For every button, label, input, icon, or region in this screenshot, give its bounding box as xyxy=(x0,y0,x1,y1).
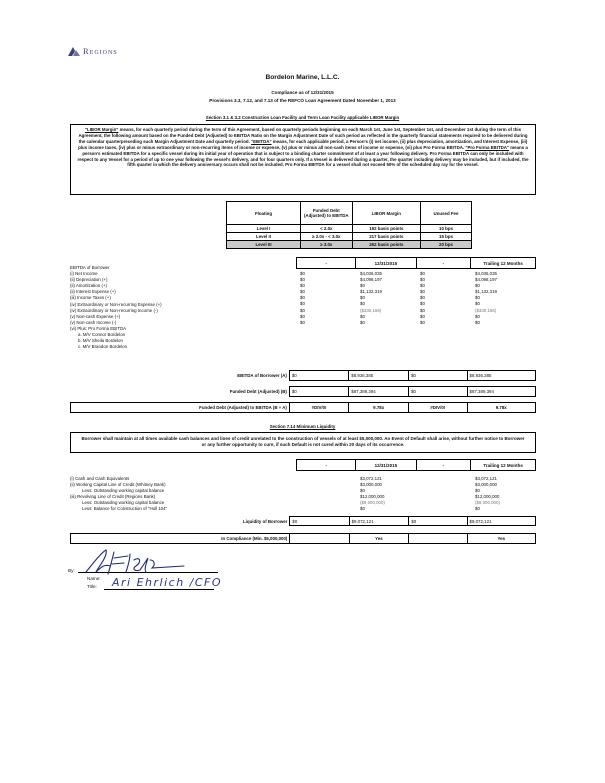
level-cell: Level II xyxy=(227,233,301,241)
row-label: (ii) Interest Expense (+) xyxy=(70,289,116,295)
cell: $0 xyxy=(300,289,305,295)
cell: $0 xyxy=(420,301,425,307)
cell: $0 xyxy=(360,319,365,325)
liquidity-col-2 xyxy=(360,476,416,513)
cell: $0 xyxy=(300,283,305,289)
margin-table xyxy=(226,201,472,249)
cell xyxy=(409,534,467,544)
cell: Yes xyxy=(467,534,535,544)
hdr-funded-debt: Funded Debt (Adjusted) to EBITDA xyxy=(300,202,352,225)
table-row xyxy=(71,403,536,413)
cell: $9,072,121 xyxy=(349,517,409,526)
handwritten-signature xyxy=(84,548,204,576)
cell: $0 xyxy=(420,295,425,301)
margin-cell: 262 basis points xyxy=(352,241,420,249)
col-hdr: - xyxy=(416,258,470,269)
row-label: (i) Net Income xyxy=(70,271,98,277)
hdr-libor-margin: LIBOR Margin xyxy=(352,202,420,225)
ebitda-col-headers xyxy=(296,257,536,269)
ebitda-col-2 xyxy=(360,271,416,326)
ratio-cell: ≥ 2.0x - < 3.0x xyxy=(300,233,352,241)
cell: $0 xyxy=(360,283,365,289)
cell: $0 xyxy=(300,277,305,283)
cell: Yes xyxy=(349,534,409,544)
col-hdr: - xyxy=(416,460,470,471)
title-underline xyxy=(104,589,214,590)
cell: $0 xyxy=(360,506,365,512)
logo-text: Regions xyxy=(83,46,118,56)
ebitda-labels xyxy=(70,265,290,350)
row-label: (iii) Revolving Line of Credit (Regions Bank) xyxy=(70,494,156,500)
provisions-line: Provisions 3.3, 7.12, and 7.13 of the REFCO Loan Agreement Dated November 1, 2013 xyxy=(209,98,396,103)
fee-cell: 15 bps xyxy=(421,233,472,241)
liquidity-totals xyxy=(70,516,536,544)
hdr-floating: Floating xyxy=(227,202,301,225)
row-label: (ii) Working Capital Line of Credit (Whitney Bank) xyxy=(70,482,166,488)
cell: $0 xyxy=(475,506,480,512)
ratio-cell: ≥ 3.0x xyxy=(300,241,352,249)
cell: $0 xyxy=(475,301,480,307)
table-row xyxy=(71,371,536,381)
cell: $0 xyxy=(300,307,305,313)
ebitda-col-3 xyxy=(420,271,470,326)
col-hdr: Trailing 12 Months xyxy=(471,258,536,269)
hdr-unused-fee: Unused Fee xyxy=(421,202,472,225)
cell: $0 xyxy=(420,277,425,283)
cell xyxy=(290,534,349,544)
cell: $9,072,121 xyxy=(467,517,535,526)
row-label: (ii) Amortization (+) xyxy=(70,283,107,289)
ratio-label: Funded Debt (Adjusted) to EBITDA (B ÷ A) xyxy=(71,403,290,413)
libor-margin-term: "LIBOR Margin" xyxy=(84,127,119,132)
section1-title: Section 3.1 & 3.2 Construction Loan Facility and Term Loan Facility applicable LIBOR Margin xyxy=(205,115,400,120)
row-label: (iv) Extraordinary or Non-recurring Income (-) xyxy=(70,307,158,313)
cell: $0 xyxy=(300,295,305,301)
cell: $0 xyxy=(420,313,425,319)
row-label: (ii) Depreciation (+) xyxy=(70,277,108,283)
regions-triangle-icon xyxy=(68,47,80,56)
cell: $4,098,197 xyxy=(475,277,497,283)
cell: ($9,000,000) xyxy=(360,500,385,506)
name-label: Name: xyxy=(87,576,101,581)
cell: ($9,000,000) xyxy=(475,500,500,506)
row-label: (v) Non-cash Income (-) xyxy=(70,319,117,325)
cell: $0 xyxy=(300,319,305,325)
cell: $0 xyxy=(409,387,467,397)
cell: $1,132,319 xyxy=(475,289,497,295)
cell: $12,000,000 xyxy=(475,494,500,500)
cell: $0 xyxy=(360,301,365,307)
cell: $3,072,121 xyxy=(475,476,497,481)
title-value: Ari Ehrlich /CFO xyxy=(112,576,223,589)
ebitda-col-4 xyxy=(475,271,535,326)
cell: $0 xyxy=(420,289,425,295)
cell: $12,000,000 xyxy=(360,494,385,500)
cell: $0 xyxy=(475,283,480,289)
title-label: Title: xyxy=(87,584,97,589)
table-row xyxy=(71,534,536,544)
cell: #DIV/0! xyxy=(409,403,467,413)
libor-margin-text: means, for each quarterly period during the term of this Agreement, based on quarterly periods beginning on each March 1st, June 1st, September 1st, and December 1st during the term of this Agreement, the following amount based on the Funded Debt (Adjusted) to EBITDA Ratio on the Margin Adjustment Date of such period as reflected in the quarterly financial statements required to be delivered during the calendar quarterpreceding such Margin Adjustment Date and quarterly period. xyxy=(78,127,528,144)
cell: ($330,166) xyxy=(475,307,497,313)
ebitda-title: EBITDA of Borrower xyxy=(70,265,110,270)
proforma-item: b. M/V Sheila Bordelon xyxy=(78,338,123,344)
table-row xyxy=(227,233,472,241)
cell: $4,036,035 xyxy=(360,271,382,276)
table-row-highlighted xyxy=(227,241,472,249)
proforma-text: means a person's estimated EBITDA for a specific vessel during its initial year of operation that is subject to a binding charter commitment of at least a year following delivery. Pro Forma EBITDA can only be included with respect to any Vessel for a period of up to one year following the vessel's delivery, and for four quarters only. If a Vessel is delivered during a quarter, the quarter including delivery may be included, but if included, the fifth quarter in which the delivery anniversary occurs shall not be included. Pro Forma EBITDA for a vessel shall not exceed 50% of the scheduled day ray for the vessel. xyxy=(77,144,529,168)
fee-cell: 10 bps xyxy=(421,225,472,233)
cell: #DIV/0! xyxy=(289,403,348,413)
row-label: Less: Outstanding working capital balance xyxy=(82,488,165,494)
table-row xyxy=(71,387,536,397)
cell: $0 xyxy=(475,319,480,325)
cell: $4,098,197 xyxy=(360,277,382,283)
ratio-cell: < 2.0x xyxy=(300,225,352,233)
col-hdr: 12/31/2015 xyxy=(356,258,417,269)
cell: $0 xyxy=(300,301,305,307)
compliance-date: Compliance as of 12/31/2015 xyxy=(271,90,334,95)
margin-cell: 192 basis points xyxy=(352,225,420,233)
cell: $0 xyxy=(409,371,467,381)
company-name: Bordelon Marine, L.L.C. xyxy=(265,74,340,81)
col-hdr: 12/31/2015 xyxy=(356,460,417,471)
cell: $3,072,121 xyxy=(360,476,382,481)
cell: $3,000,000 xyxy=(475,482,497,488)
cell: $87,389,394 xyxy=(467,387,535,397)
cell: $8,936,385 xyxy=(349,371,409,381)
proforma-item: c. M/V Brandon Bordelon xyxy=(78,344,128,350)
cell: $0 xyxy=(300,313,305,319)
table-row xyxy=(227,225,472,233)
row-label: (iii) Income Taxes (+) xyxy=(70,295,111,301)
cell: $8,936,385 xyxy=(467,371,535,381)
cell: $0 xyxy=(290,517,349,526)
proforma-term: "Pro Forma EBITDA" xyxy=(465,144,510,150)
cell: 9.78x xyxy=(349,403,409,413)
liquidity-labels xyxy=(70,476,290,513)
ebitda-totals xyxy=(70,370,536,413)
cell: $0 xyxy=(420,271,425,276)
col-hdr: - xyxy=(297,460,356,471)
liquidity-label: Liquidity of Borrower xyxy=(243,518,288,524)
cell: $0 xyxy=(409,517,467,526)
cell: $0 xyxy=(475,488,480,494)
cell: $0 xyxy=(475,295,480,301)
cell: $0 xyxy=(420,283,425,289)
liquidity-definition: Borrower shall maintain at all times available cash balances and lines of credit unrelated to the construction of vessels of at least $5,000,000. An Event of Default shall arise, without further notice to Borrower or any further opportunity to cure, if such Default is not cured within 20 days of its occurrence. xyxy=(70,432,536,453)
cell: 9.78x xyxy=(467,403,535,413)
ebitda-col-1 xyxy=(300,271,356,326)
liquidity-col-headers xyxy=(296,459,536,471)
row-label: (iv) Extraordinary or Non-recurring Expense (+) xyxy=(70,301,162,307)
cell: $0 xyxy=(289,371,348,381)
level-cell: Level I xyxy=(227,225,301,233)
fee-cell: 20 bps xyxy=(421,241,472,249)
cell: $1,132,319 xyxy=(360,289,382,295)
compliance-label: In Compliance (Min. $5,000,000) xyxy=(71,534,290,544)
cell: $0 xyxy=(420,307,425,313)
libor-margin-definition xyxy=(70,124,536,195)
liquidity-col-4 xyxy=(475,476,535,513)
cell: ($330,166) xyxy=(360,307,382,313)
ebitda-text: means, for each applicable period, a Person's (i) net income, (ii) plus depreciation, amortization, and Interest Expense, (iii) plus income taxes, (iv) plus or minus extraordinary or non-recurring items of income or expense, (v) plus or minus all non-cash items of income or expense, (vi) plus Pro Forma EBITDA. xyxy=(78,138,528,150)
margin-cell: 217 basis points xyxy=(352,233,420,241)
row-label: Less: Balance for Construction of "Hull 104" xyxy=(82,506,168,512)
proforma-item: a. M/V Connor Bordelon xyxy=(78,332,126,338)
section2-title: Section 7.14 Minimum Liquidity xyxy=(269,424,336,429)
cell: $3,000,000 xyxy=(360,482,382,488)
cell: $0 xyxy=(475,313,480,319)
debt-label: Funded Debt (Adjusted) (B) xyxy=(229,389,287,394)
level-cell: Level III xyxy=(227,241,301,249)
cell: $0 xyxy=(300,271,305,276)
regions-logo xyxy=(68,46,118,56)
cell: $4,036,035 xyxy=(475,271,497,276)
cell: $87,389,394 xyxy=(349,387,409,397)
row-label: (v) Non-cash Expense (+) xyxy=(70,313,121,319)
cell: $0 xyxy=(360,295,365,301)
proforma-label: (vi) Plus: Pro Forma EBITDA xyxy=(70,325,127,331)
cell: $0 xyxy=(360,488,365,494)
table-row xyxy=(71,517,536,526)
col-hdr: - xyxy=(297,258,356,269)
cell: $0 xyxy=(360,313,365,319)
cell: $0 xyxy=(420,319,425,325)
ebitda-label: EBITDA of Borrower (A) xyxy=(237,373,287,378)
cell: $0 xyxy=(289,387,348,397)
ebitda-term: "EBITDA" xyxy=(251,138,272,144)
row-label: Less: Outstanding working capital balance xyxy=(82,500,165,506)
by-label: By: xyxy=(68,568,75,573)
col-hdr: Trailing 12 Months xyxy=(471,460,536,471)
row-label: (i) Cash and Cash Equivalents xyxy=(70,476,130,481)
